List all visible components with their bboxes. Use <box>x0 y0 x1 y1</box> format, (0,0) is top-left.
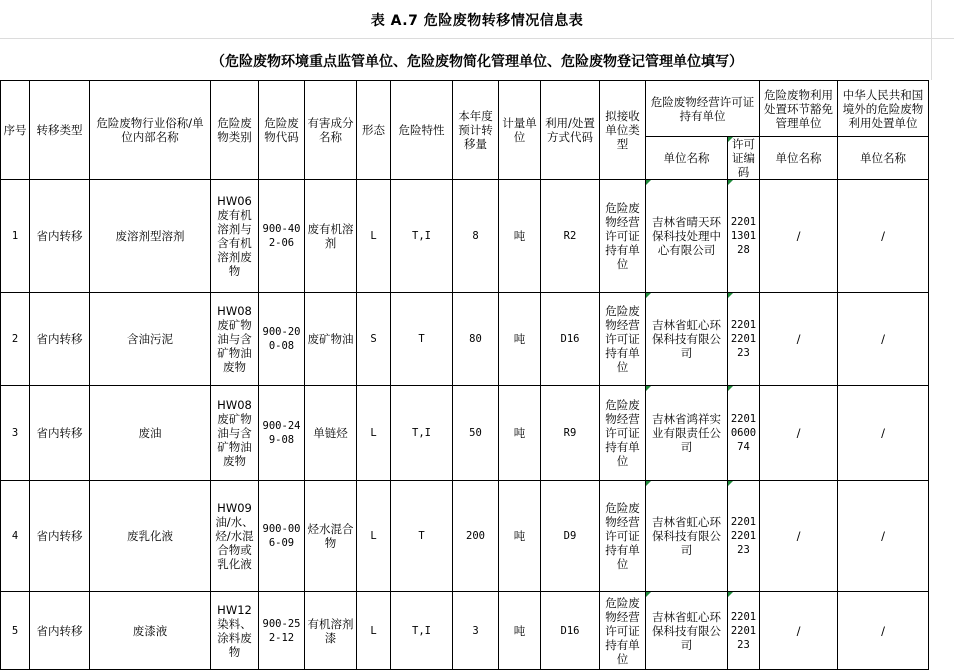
cell-seq: 1 <box>1 180 30 293</box>
cell-exempt: / <box>760 386 838 481</box>
cell-seq: 5 <box>1 592 30 670</box>
cell-unit: 吨 <box>499 386 541 481</box>
table-row <box>1 481 929 592</box>
cell-license-no: 2201220123 <box>728 481 760 592</box>
cell-amount: 3 <box>453 592 499 670</box>
cell-form: L <box>357 481 391 592</box>
cell-method: R2 <box>541 180 600 293</box>
cell-overseas: / <box>838 481 929 592</box>
cell-code: 900-252-12 <box>259 592 305 670</box>
cell-code: 900-006-09 <box>259 481 305 592</box>
header-exempt-unit-name: 单位名称 <box>760 137 838 180</box>
cell-transfer-type: 省内转移 <box>30 386 90 481</box>
cell-amount: 80 <box>453 293 499 386</box>
header-transfer-type: 转移类型 <box>30 81 90 180</box>
cell-property: T <box>391 481 453 592</box>
cell-licensed-name: 吉林省晴天环保科技处理中心有限公司 <box>646 180 728 293</box>
cell-name: 废乳化液 <box>90 481 211 592</box>
cell-component: 废矿物油 <box>305 293 357 386</box>
header-amount: 本年度预计转移量 <box>453 81 499 180</box>
cell-receiver-type: 危险废物经营许可证持有单位 <box>600 180 646 293</box>
cell-seq: 2 <box>1 293 30 386</box>
cell-component: 有机溶剂漆 <box>305 592 357 670</box>
cell-overseas: / <box>838 293 929 386</box>
cell-form: L <box>357 180 391 293</box>
sheet-gridline <box>0 38 954 39</box>
cell-receiver-type: 危险废物经营许可证持有单位 <box>600 592 646 670</box>
cell-property: T <box>391 293 453 386</box>
cell-transfer-type: 省内转移 <box>30 293 90 386</box>
cell-component: 烃水混合物 <box>305 481 357 592</box>
header-component: 有害成分名称 <box>305 81 357 180</box>
header-unit: 计量单位 <box>499 81 541 180</box>
header-receiver-type: 拟接收单位类型 <box>600 81 646 180</box>
table-row <box>1 293 929 386</box>
table-row <box>1 592 929 670</box>
table-row <box>1 386 929 481</box>
cell-unit: 吨 <box>499 293 541 386</box>
cell-property: T,I <box>391 180 453 293</box>
cell-transfer-type: 省内转移 <box>30 180 90 293</box>
cell-license-no: 2201060074 <box>728 386 760 481</box>
cell-form: S <box>357 293 391 386</box>
cell-unit: 吨 <box>499 481 541 592</box>
header-license-no: 许可证编码 <box>728 137 760 180</box>
cell-seq: 3 <box>1 386 30 481</box>
cell-name: 含油污泥 <box>90 293 211 386</box>
cell-transfer-type: 省内转移 <box>30 481 90 592</box>
cell-name: 废溶剂型溶剂 <box>90 180 211 293</box>
cell-code: 900-249-08 <box>259 386 305 481</box>
cell-licensed-name: 吉林省鸿祥实业有限责任公司 <box>646 386 728 481</box>
cell-component: 废有机溶剂 <box>305 180 357 293</box>
document-title: 表 A.7 危险废物转移情况信息表 <box>370 13 584 29</box>
cell-amount: 50 <box>453 386 499 481</box>
cell-property: T,I <box>391 386 453 481</box>
header-industry-name: 危险废物行业俗称/单位内部名称 <box>90 81 211 180</box>
header-seq: 序号 <box>1 81 30 180</box>
cell-license-no: 2201130128 <box>728 180 760 293</box>
cell-receiver-type: 危险废物经营许可证持有单位 <box>600 386 646 481</box>
header-overseas-unit-name: 单位名称 <box>838 137 929 180</box>
hazardous-waste-transfer-table <box>0 80 929 670</box>
header-licensed-unit: 危险废物经营许可证持有单位 <box>646 81 760 137</box>
cell-overseas: / <box>838 180 929 293</box>
cell-category: HW08废矿物油与含矿物油废物 <box>211 386 259 481</box>
header-row <box>1 81 929 137</box>
cell-category: HW12染料、涂料废物 <box>211 592 259 670</box>
cell-code: 900-200-08 <box>259 293 305 386</box>
cell-form: L <box>357 386 391 481</box>
cell-unit: 吨 <box>499 180 541 293</box>
cell-property: T,I <box>391 592 453 670</box>
cell-category: HW09油/水、烃/水混合物或乳化液 <box>211 481 259 592</box>
cell-overseas: / <box>838 592 929 670</box>
cell-unit: 吨 <box>499 592 541 670</box>
cell-licensed-name: 吉林省虹心环保科技有限公司 <box>646 481 728 592</box>
cell-method: D16 <box>541 592 600 670</box>
cell-method: D16 <box>541 293 600 386</box>
cell-seq: 4 <box>1 481 30 592</box>
cell-component: 单链烃 <box>305 386 357 481</box>
cell-amount: 8 <box>453 180 499 293</box>
cell-exempt: / <box>760 481 838 592</box>
cell-method: R9 <box>541 386 600 481</box>
header-form: 形态 <box>357 81 391 180</box>
cell-name: 废漆液 <box>90 592 211 670</box>
cell-receiver-type: 危险废物经营许可证持有单位 <box>600 293 646 386</box>
cell-receiver-type: 危险废物经营许可证持有单位 <box>600 481 646 592</box>
cell-licensed-name: 吉林省虹心环保科技有限公司 <box>646 592 728 670</box>
cell-overseas: / <box>838 386 929 481</box>
cell-category: HW08废矿物油与含矿物油废物 <box>211 293 259 386</box>
cell-method: D9 <box>541 481 600 592</box>
cell-transfer-type: 省内转移 <box>30 592 90 670</box>
header-code: 危险废物代码 <box>259 81 305 180</box>
cell-exempt: / <box>760 293 838 386</box>
header-overseas-unit: 中华人民共和国境外的危险废物利用处置单位 <box>838 81 929 137</box>
header-exempt-unit: 危险废物利用处置环节豁免管理单位 <box>760 81 838 137</box>
cell-code: 900-402-06 <box>259 180 305 293</box>
document-subtitle: （危险废物环境重点监管单位、危险废物简化管理单位、危险废物登记管理单位填写） <box>211 54 743 70</box>
header-licensed-unit-name: 单位名称 <box>646 137 728 180</box>
cell-license-no: 2201220123 <box>728 293 760 386</box>
cell-exempt: / <box>760 592 838 670</box>
header-method: 利用/处置方式代码 <box>541 81 600 180</box>
cell-licensed-name: 吉林省虹心环保科技有限公司 <box>646 293 728 386</box>
cell-form: L <box>357 592 391 670</box>
cell-exempt: / <box>760 180 838 293</box>
cell-license-no: 2201220123 <box>728 592 760 670</box>
cell-name: 废油 <box>90 386 211 481</box>
cell-category: HW06废有机溶剂与含有机溶剂废物 <box>211 180 259 293</box>
header-category: 危险废物类别 <box>211 81 259 180</box>
header-property: 危险特性 <box>391 81 453 180</box>
table-row <box>1 180 929 293</box>
cell-amount: 200 <box>453 481 499 592</box>
